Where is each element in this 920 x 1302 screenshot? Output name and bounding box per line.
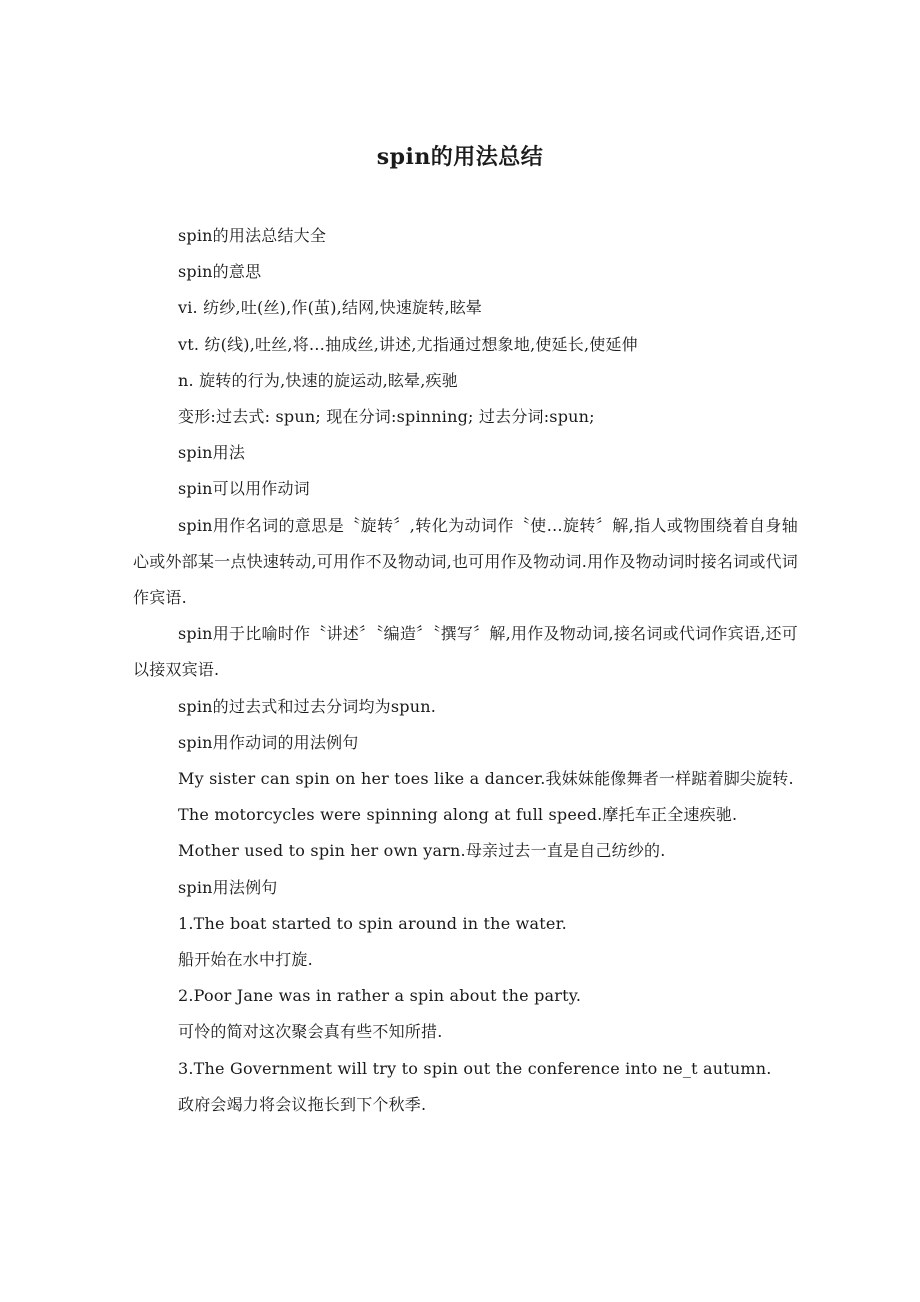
paragraph-vi-definition: vi. 纺纱,吐(丝),作(茧),结网,快速旋转,眩晕: [178, 298, 483, 318]
paragraph-example-3-en: 3.The Government will try to spin out the conference into ne_t autumn.: [178, 1058, 772, 1078]
paragraph-metaphor-usage: spin用于比喻时作〝讲述〞〝编造〞〝撰写〞解,用作及物动词,接名词或代词作宾语,还可以接双宾语.: [133, 624, 798, 680]
document-title: spin的用法总结: [376, 144, 544, 170]
document-body: [133, 218, 798, 1123]
paragraph-example-1-zh: 船开始在水中打旋.: [178, 950, 313, 970]
paragraph-verb-explanation: spin用作名词的意思是〝旋转〞,转化为动词作〝使…旋转〞解,指人或物围绕着自身轴心或外部某一点快速转动,可用作不及物动词,也可用作及物动词.用作及物动词时接名词或代词作宾语.: [133, 515, 798, 608]
paragraph-noun-definition: n. 旋转的行为,快速的旋运动,眩晕,疾驰: [178, 370, 458, 390]
paragraph-example-motorcycles: The motorcycles were spinning along at full speed.摩托车正全速疾驰.: [178, 805, 738, 825]
paragraph-example-2-en: 2.Poor Jane was in rather a spin about the party.: [178, 986, 582, 1006]
paragraph-inflections: 变形:过去式: spun; 现在分词:spinning; 过去分词:spun;: [178, 407, 595, 427]
paragraph-vt-definition: vt. 纺(线),吐丝,将…抽成丝,讲述,尤指通过想象地,使延长,使延伸: [178, 334, 638, 354]
paragraph-example-1-en: 1.The boat started to spin around in the water.: [178, 913, 567, 933]
paragraph-example-3-zh: 政府会竭力将会议拖长到下个秋季.: [178, 1094, 427, 1114]
paragraph-meaning-heading: spin的意思: [178, 262, 262, 282]
paragraph-verb-usage: spin可以用作动词: [178, 479, 310, 499]
paragraph-example-sister: My sister can spin on her toes like a dancer.我妹妹能像舞者一样踮着脚尖旋转.: [178, 769, 794, 789]
paragraph-heading-summary: spin的用法总结大全: [178, 226, 327, 245]
paragraph-examples-heading: spin用法例句: [178, 877, 278, 897]
paragraph-example-mother: Mother used to spin her own yarn.母亲过去一直是自己纺纱的.: [178, 841, 666, 861]
paragraph-example-2-zh: 可怜的简对这次聚会真有些不知所措.: [178, 1022, 443, 1042]
paragraph-verb-examples-heading: spin用作动词的用法例句: [178, 732, 359, 752]
paragraph-past-forms: spin的过去式和过去分词均为spun.: [178, 696, 437, 716]
paragraph-usage-heading: spin用法: [178, 443, 246, 463]
